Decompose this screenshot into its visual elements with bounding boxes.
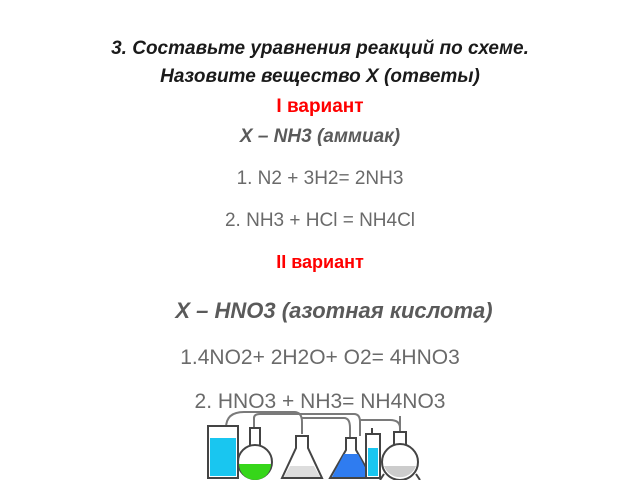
chemistry-glassware-icon: [204, 408, 444, 480]
slide-title-line1: 3. Составьте уравнения реакций по схеме.: [111, 38, 529, 59]
variant1-answer: Х – NH3 (аммиак): [239, 126, 401, 147]
variant1-equation-1: 1. N2 + 3H2= 2NH3: [236, 168, 404, 189]
slide-title-line2: Назовите вещество Х (ответы): [160, 66, 480, 87]
variant1-equation-2: 2. NH3 + HCl = NH4Cl: [224, 210, 416, 231]
variant2-heading: II вариант: [276, 252, 364, 272]
variant2-equation-1: 1.4NO2+ 2H2O+ O2= 4HNO3: [180, 346, 460, 369]
variant1-heading: I вариант: [276, 96, 364, 117]
variant2-answer: Х – HNO3 (азотная кислота): [175, 298, 493, 323]
variant2-equation-2: 2. HNO3 + NH3= NH4NO3: [194, 390, 446, 413]
